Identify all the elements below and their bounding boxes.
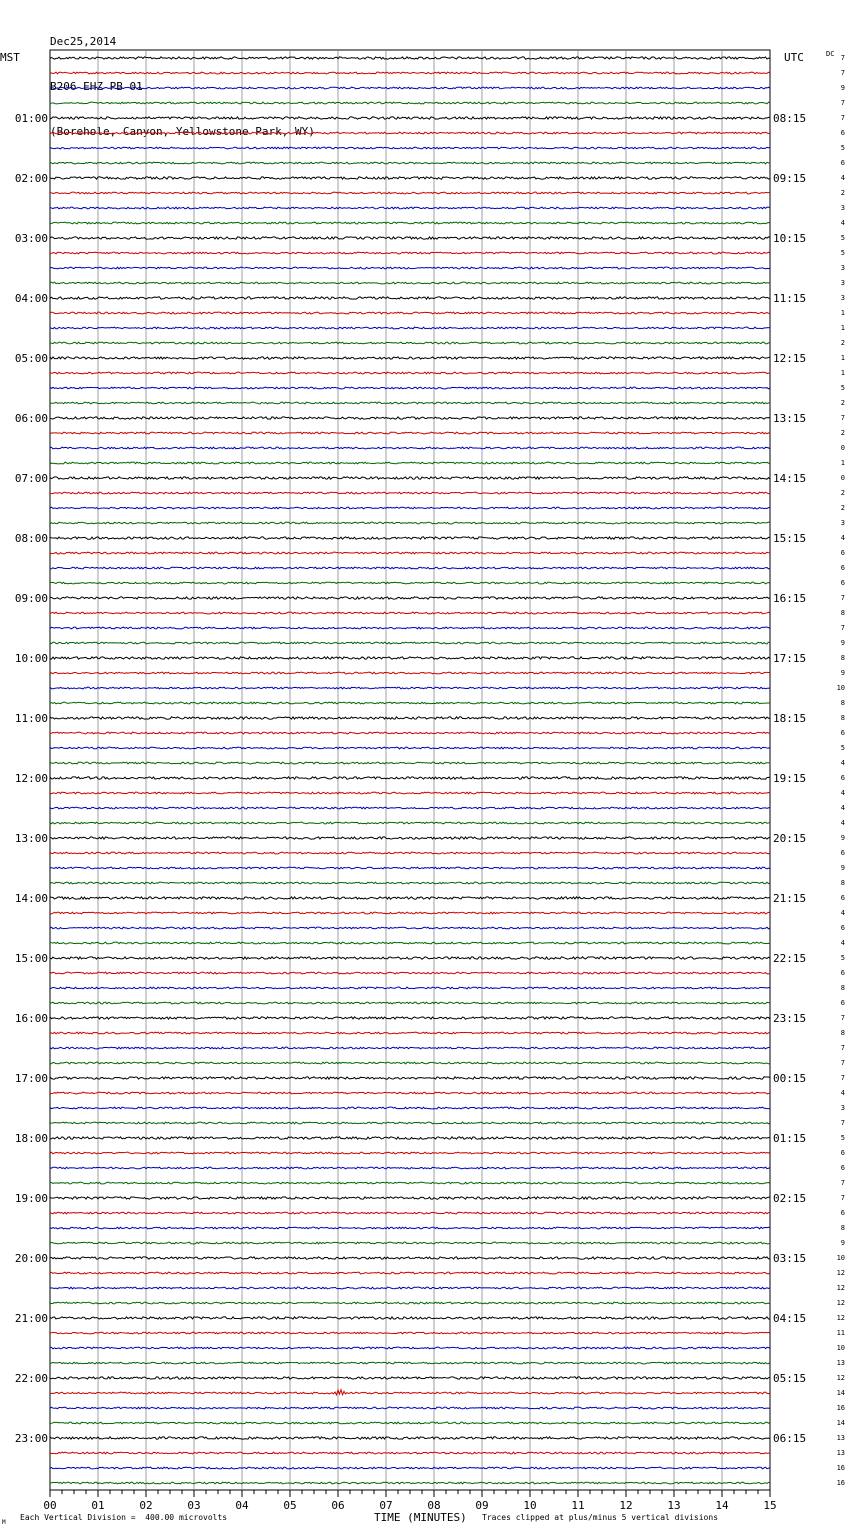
dc-offset-label: 2 bbox=[840, 189, 845, 197]
dc-offset-label: 5 bbox=[840, 954, 845, 962]
utc-hour-label: 19:15 bbox=[773, 772, 807, 785]
dc-offset-label: 7 bbox=[840, 594, 845, 602]
dc-offset-label: 8 bbox=[840, 699, 845, 707]
trace-51 bbox=[50, 822, 770, 824]
chart-title: B206 EHZ PB 01 bbox=[50, 80, 143, 93]
dc-offset-label: 9 bbox=[840, 834, 845, 842]
trace-56 bbox=[50, 897, 770, 899]
mst-hour-label: 17:00 bbox=[14, 1072, 48, 1085]
dc-offset-label: 2 bbox=[840, 399, 845, 407]
dc-offset-label: 4 bbox=[840, 789, 845, 797]
x-tick-label: 07 bbox=[379, 1499, 393, 1512]
mst-hour-label: 19:00 bbox=[14, 1192, 48, 1205]
dc-offset-label: 6 bbox=[840, 849, 845, 857]
dc-offset-label: 1 bbox=[840, 369, 845, 377]
dc-offset-label: 6 bbox=[840, 579, 845, 587]
trace-75 bbox=[50, 1182, 770, 1184]
utc-hour-label: 23:15 bbox=[773, 1012, 807, 1025]
utc-hour-label: 17:15 bbox=[773, 652, 807, 665]
utc-hour-label: 00:15 bbox=[773, 1072, 807, 1085]
trace-71 bbox=[50, 1122, 770, 1124]
trace-43 bbox=[50, 702, 770, 704]
trace-20 bbox=[50, 357, 770, 359]
trace-30 bbox=[50, 507, 770, 509]
mst-hour-label: 06:00 bbox=[14, 412, 48, 425]
dc-offset-label: 9 bbox=[840, 1239, 845, 1247]
dc-offset-label: 2 bbox=[840, 504, 845, 512]
dc-offset-label: 9 bbox=[840, 639, 845, 647]
mst-hour-label: 21:00 bbox=[14, 1312, 48, 1325]
mst-hour-label: 16:00 bbox=[14, 1012, 48, 1025]
utc-hour-label: 08:15 bbox=[773, 112, 807, 125]
utc-hour-label: 16:15 bbox=[773, 592, 807, 605]
mst-label: MST bbox=[0, 51, 20, 64]
utc-hour-label: 09:15 bbox=[773, 172, 807, 185]
trace-15 bbox=[50, 282, 770, 284]
clip-note: Traces clipped at plus/minus 5 vertical divisions bbox=[482, 1513, 719, 1522]
trace-17 bbox=[50, 312, 770, 314]
trace-42 bbox=[50, 687, 770, 689]
dc-offset-label: 7 bbox=[840, 1074, 845, 1082]
trace-63 bbox=[50, 1002, 770, 1004]
utc-hour-label: 06:15 bbox=[773, 1432, 807, 1445]
dc-offset-label: 7 bbox=[840, 1194, 845, 1202]
dc-offset-label: 1 bbox=[840, 354, 845, 362]
dc-offset-label: 8 bbox=[840, 1224, 845, 1232]
trace-90 bbox=[50, 1407, 770, 1409]
trace-84 bbox=[50, 1317, 770, 1319]
dc-offset-label: 5 bbox=[840, 1134, 845, 1142]
trace-21 bbox=[50, 372, 770, 374]
x-tick-label: 11 bbox=[571, 1499, 585, 1512]
dc-offset-label: 12 bbox=[836, 1314, 845, 1322]
dc-offset-label: 6 bbox=[840, 969, 845, 977]
trace-16 bbox=[50, 297, 770, 299]
dc-offset-label: 1 bbox=[840, 324, 845, 332]
plot-frame bbox=[50, 50, 770, 1490]
mst-hour-label: 07:00 bbox=[14, 472, 48, 485]
hour-labels bbox=[0, 50, 845, 1487]
utc-hour-label: 13:15 bbox=[773, 412, 807, 425]
trace-74 bbox=[50, 1167, 770, 1169]
trace-92 bbox=[50, 1437, 770, 1439]
trace-44 bbox=[50, 717, 770, 719]
mst-hour-label: 05:00 bbox=[14, 352, 48, 365]
dc-offset-label: 7 bbox=[840, 624, 845, 632]
trace-14 bbox=[50, 267, 770, 269]
dc-offset-label: 7 bbox=[840, 1014, 845, 1022]
mst-hour-label: 10:00 bbox=[14, 652, 48, 665]
trace-57 bbox=[50, 912, 770, 914]
x-axis-label: TIME (MINUTES) bbox=[374, 1511, 467, 1524]
trace-33 bbox=[50, 552, 770, 554]
dc-offset-label: 9 bbox=[840, 669, 845, 677]
x-tick-label: 00 bbox=[43, 1499, 57, 1512]
utc-hour-label: 01:15 bbox=[773, 1132, 807, 1145]
dc-offset-label: 8 bbox=[840, 654, 845, 662]
dc-offset-label: 7 bbox=[840, 1044, 845, 1052]
x-tick-label: 01 bbox=[91, 1499, 105, 1512]
trace-41 bbox=[50, 672, 770, 674]
trace-60 bbox=[50, 957, 770, 959]
logo-mark: M bbox=[2, 1519, 6, 1526]
trace-55 bbox=[50, 882, 770, 884]
trace-23 bbox=[50, 402, 770, 404]
trace-39 bbox=[50, 642, 770, 644]
utc-hour-label: 21:15 bbox=[773, 892, 807, 905]
trace-34 bbox=[50, 567, 770, 569]
trace-95 bbox=[50, 1482, 770, 1484]
trace-94 bbox=[50, 1467, 770, 1469]
trace-54 bbox=[50, 867, 770, 869]
grid-lines bbox=[50, 50, 770, 1490]
dc-offset-label: 7 bbox=[840, 1059, 845, 1067]
trace-27 bbox=[50, 462, 770, 464]
trace-36 bbox=[50, 597, 770, 599]
chart-subtitle: (Borehole, Canyon, Yellowstone Park, WY) bbox=[50, 125, 315, 138]
scale-note: Each Vertical Division = 400.00 microvolts bbox=[20, 1513, 228, 1522]
mst-hour-label: 08:00 bbox=[14, 532, 48, 545]
mst-hour-label: 18:00 bbox=[14, 1132, 48, 1145]
x-tick-label: 02 bbox=[139, 1499, 153, 1512]
utc-hour-label: 04:15 bbox=[773, 1312, 807, 1325]
x-tick-label: 10 bbox=[523, 1499, 537, 1512]
mst-hour-label: 13:00 bbox=[14, 832, 48, 845]
utc-hour-label: 18:15 bbox=[773, 712, 807, 725]
trace-5 bbox=[50, 132, 770, 134]
dc-offset-label: 6 bbox=[840, 1164, 845, 1172]
trace-38 bbox=[50, 627, 770, 629]
utc-hour-label: 11:15 bbox=[773, 292, 807, 305]
utc-hour-label: 14:15 bbox=[773, 472, 807, 485]
trace-46 bbox=[50, 747, 770, 749]
trace-25 bbox=[50, 432, 770, 434]
dc-offset-label: 6 bbox=[840, 774, 845, 782]
dc-offset-label: 7 bbox=[840, 1179, 845, 1187]
dc-offset-label: 3 bbox=[840, 204, 845, 212]
trace-70 bbox=[50, 1107, 770, 1109]
dc-offset-label: 2 bbox=[840, 339, 845, 347]
trace-59 bbox=[50, 942, 770, 944]
dc-offset-label: 6 bbox=[840, 894, 845, 902]
dc-offset-label: 16 bbox=[836, 1479, 845, 1487]
dc-offset-label: 4 bbox=[840, 819, 845, 827]
dc-offset-label: 6 bbox=[840, 1149, 845, 1157]
trace-6 bbox=[50, 147, 770, 149]
trace-52 bbox=[50, 837, 770, 839]
trace-11 bbox=[50, 222, 770, 224]
mst-hour-label: 04:00 bbox=[14, 292, 48, 305]
dc-offset-label: 13 bbox=[836, 1449, 845, 1457]
mst-hour-label: 20:00 bbox=[14, 1252, 48, 1265]
dc-offset-label: 1 bbox=[840, 459, 845, 467]
trace-49 bbox=[50, 792, 770, 794]
dc-offset-label: 7 bbox=[840, 414, 845, 422]
dc-offset-label: 9 bbox=[840, 84, 845, 92]
x-tick-label: 12 bbox=[619, 1499, 633, 1512]
trace-91 bbox=[50, 1422, 770, 1424]
x-tick-label: 05 bbox=[283, 1499, 297, 1512]
mst-hour-label: 01:00 bbox=[14, 112, 48, 125]
utc-hour-label: 05:15 bbox=[773, 1372, 807, 1385]
dc-offset-label: 2 bbox=[840, 429, 845, 437]
dc-offset-label: 3 bbox=[840, 519, 845, 527]
trace-83 bbox=[50, 1302, 770, 1304]
dc-offset-label: 4 bbox=[840, 1089, 845, 1097]
trace-64 bbox=[50, 1017, 770, 1019]
dc-offset-label: 3 bbox=[840, 264, 845, 272]
trace-62 bbox=[50, 987, 770, 989]
trace-40 bbox=[50, 657, 770, 659]
trace-8 bbox=[50, 177, 770, 179]
dc-offset-label: 9 bbox=[840, 864, 845, 872]
mst-hour-label: 11:00 bbox=[14, 712, 48, 725]
trace-68 bbox=[50, 1077, 770, 1079]
mst-hour-label: 22:00 bbox=[14, 1372, 48, 1385]
utc-hour-label: 22:15 bbox=[773, 952, 807, 965]
dc-offset-label: 5 bbox=[840, 249, 845, 257]
trace-32 bbox=[50, 537, 770, 539]
utc-hour-label: 02:15 bbox=[773, 1192, 807, 1205]
trace-53 bbox=[50, 852, 770, 854]
dc-offset-label: 7 bbox=[840, 99, 845, 107]
mst-hour-label: 02:00 bbox=[14, 172, 48, 185]
dc-offset-label: 16 bbox=[836, 1464, 845, 1472]
trace-73 bbox=[50, 1152, 770, 1154]
mst-hour-label: 09:00 bbox=[14, 592, 48, 605]
trace-47 bbox=[50, 762, 770, 764]
utc-hour-label: 20:15 bbox=[773, 832, 807, 845]
dc-offset-label: 16 bbox=[836, 1404, 845, 1412]
trace-80 bbox=[50, 1257, 770, 1259]
trace-58 bbox=[50, 927, 770, 929]
trace-82 bbox=[50, 1287, 770, 1289]
dc-offset-label: 5 bbox=[840, 234, 845, 242]
x-tick-label: 14 bbox=[715, 1499, 729, 1512]
dc-offset-label: 5 bbox=[840, 144, 845, 152]
dc-offset-label: 6 bbox=[840, 999, 845, 1007]
dc-offset-label: 12 bbox=[836, 1299, 845, 1307]
trace-13 bbox=[50, 252, 770, 254]
dc-offset-label: 8 bbox=[840, 879, 845, 887]
mst-hour-label: 23:00 bbox=[14, 1432, 48, 1445]
mst-hour-label: 03:00 bbox=[14, 232, 48, 245]
trace-81 bbox=[50, 1272, 770, 1274]
trace-26 bbox=[50, 447, 770, 449]
dc-offset-label: 5 bbox=[840, 384, 845, 392]
dc-offset-label: 0 bbox=[840, 444, 845, 452]
trace-35 bbox=[50, 582, 770, 584]
mst-hour-label: 14:00 bbox=[14, 892, 48, 905]
trace-69 bbox=[50, 1092, 770, 1094]
x-tick-label: 13 bbox=[667, 1499, 681, 1512]
dc-offset-label: 12 bbox=[836, 1284, 845, 1292]
mst-hour-label: 15:00 bbox=[14, 952, 48, 965]
trace-88 bbox=[50, 1377, 770, 1379]
utc-hour-label: 15:15 bbox=[773, 532, 807, 545]
trace-18 bbox=[50, 327, 770, 329]
trace-93 bbox=[50, 1452, 770, 1454]
x-tick-label: 09 bbox=[475, 1499, 489, 1512]
trace-3 bbox=[50, 102, 770, 104]
trace-1 bbox=[50, 72, 770, 74]
dc-offset-label: 6 bbox=[840, 159, 845, 167]
trace-22 bbox=[50, 387, 770, 389]
x-tick-label: 06 bbox=[331, 1499, 345, 1512]
dc-offset-label: 7 bbox=[840, 1119, 845, 1127]
x-tick-label: 15 bbox=[763, 1499, 777, 1512]
dc-offset-label: 14 bbox=[836, 1419, 845, 1427]
trace-45 bbox=[50, 732, 770, 734]
trace-9 bbox=[50, 192, 770, 194]
dc-offset-label: 2 bbox=[840, 489, 845, 497]
dc-offset-label: 3 bbox=[840, 1104, 845, 1112]
dc-offset-label: 3 bbox=[840, 279, 845, 287]
trace-66 bbox=[50, 1047, 770, 1049]
dc-offset-label: 12 bbox=[836, 1269, 845, 1277]
trace-79 bbox=[50, 1242, 770, 1244]
dc-offset-label: 11 bbox=[836, 1329, 845, 1337]
dc-offset-label: 10 bbox=[836, 1344, 845, 1352]
dc-offset-label: 13 bbox=[836, 1434, 845, 1442]
utc-hour-label: 12:15 bbox=[773, 352, 807, 365]
dc-offset-label: 14 bbox=[836, 1389, 845, 1397]
trace-29 bbox=[50, 492, 770, 494]
utc-hour-label: 10:15 bbox=[773, 232, 807, 245]
trace-19 bbox=[50, 342, 770, 344]
trace-89 bbox=[50, 1390, 770, 1395]
trace-28 bbox=[50, 477, 770, 479]
dc-offset-label: 6 bbox=[840, 564, 845, 572]
dc-offset-label: 12 bbox=[836, 1374, 845, 1382]
dc-offset-label: 4 bbox=[840, 174, 845, 182]
trace-4 bbox=[50, 117, 770, 119]
dc-offset-label: 6 bbox=[840, 729, 845, 737]
trace-0 bbox=[50, 57, 770, 59]
dc-offset-label: 6 bbox=[840, 129, 845, 137]
dc-offset-label: 1 bbox=[840, 309, 845, 317]
dc-offset-label: 7 bbox=[840, 114, 845, 122]
mst-hour-label: 12:00 bbox=[14, 772, 48, 785]
dc-offset-label: 8 bbox=[840, 714, 845, 722]
trace-12 bbox=[50, 237, 770, 239]
x-tick-label: 04 bbox=[235, 1499, 249, 1512]
trace-77 bbox=[50, 1212, 770, 1214]
x-tick-label: 08 bbox=[427, 1499, 441, 1512]
trace-78 bbox=[50, 1227, 770, 1229]
dc-offset-label: 6 bbox=[840, 924, 845, 932]
dc-offset-label: 6 bbox=[840, 549, 845, 557]
trace-24 bbox=[50, 417, 770, 419]
trace-85 bbox=[50, 1332, 770, 1334]
dc-offset-label: 6 bbox=[840, 1209, 845, 1217]
dc-offset-label: 4 bbox=[840, 534, 845, 542]
trace-10 bbox=[50, 207, 770, 209]
trace-67 bbox=[50, 1062, 770, 1064]
dc-offset-label: 0 bbox=[840, 474, 845, 482]
dc-offset-label: 4 bbox=[840, 759, 845, 767]
dc-offset-label: 5 bbox=[840, 744, 845, 752]
dc-offset-label: 10 bbox=[836, 1254, 845, 1262]
trace-86 bbox=[50, 1347, 770, 1349]
trace-61 bbox=[50, 972, 770, 974]
dc-offset-label: 13 bbox=[836, 1359, 845, 1367]
dc-offset-label: 4 bbox=[840, 939, 845, 947]
time-axis bbox=[43, 1490, 776, 1512]
dc-label: DC bbox=[826, 50, 835, 58]
trace-72 bbox=[50, 1137, 770, 1139]
trace-31 bbox=[50, 522, 770, 524]
chart-date: Dec25,2014 bbox=[50, 35, 117, 48]
dc-offset-label: 8 bbox=[840, 609, 845, 617]
trace-65 bbox=[50, 1032, 770, 1034]
dc-offset-label: 3 bbox=[840, 294, 845, 302]
dc-offset-label: 8 bbox=[840, 1029, 845, 1037]
dc-offset-label: 7 bbox=[840, 69, 845, 77]
trace-2 bbox=[50, 87, 770, 89]
dc-offset-label: 4 bbox=[840, 804, 845, 812]
dc-offset-label: 8 bbox=[840, 984, 845, 992]
utc-label: UTC bbox=[784, 51, 804, 64]
trace-48 bbox=[50, 777, 770, 779]
trace-87 bbox=[50, 1362, 770, 1364]
trace-37 bbox=[50, 612, 770, 614]
dc-offset-label: 10 bbox=[836, 684, 845, 692]
dc-offset-label: 4 bbox=[840, 909, 845, 917]
x-tick-label: 03 bbox=[187, 1499, 201, 1512]
trace-7 bbox=[50, 162, 770, 164]
traces bbox=[50, 57, 770, 1484]
trace-50 bbox=[50, 807, 770, 809]
trace-76 bbox=[50, 1197, 770, 1199]
utc-hour-label: 03:15 bbox=[773, 1252, 807, 1265]
dc-offset-label: 4 bbox=[840, 219, 845, 227]
dc-offset-label: 7 bbox=[840, 54, 845, 62]
